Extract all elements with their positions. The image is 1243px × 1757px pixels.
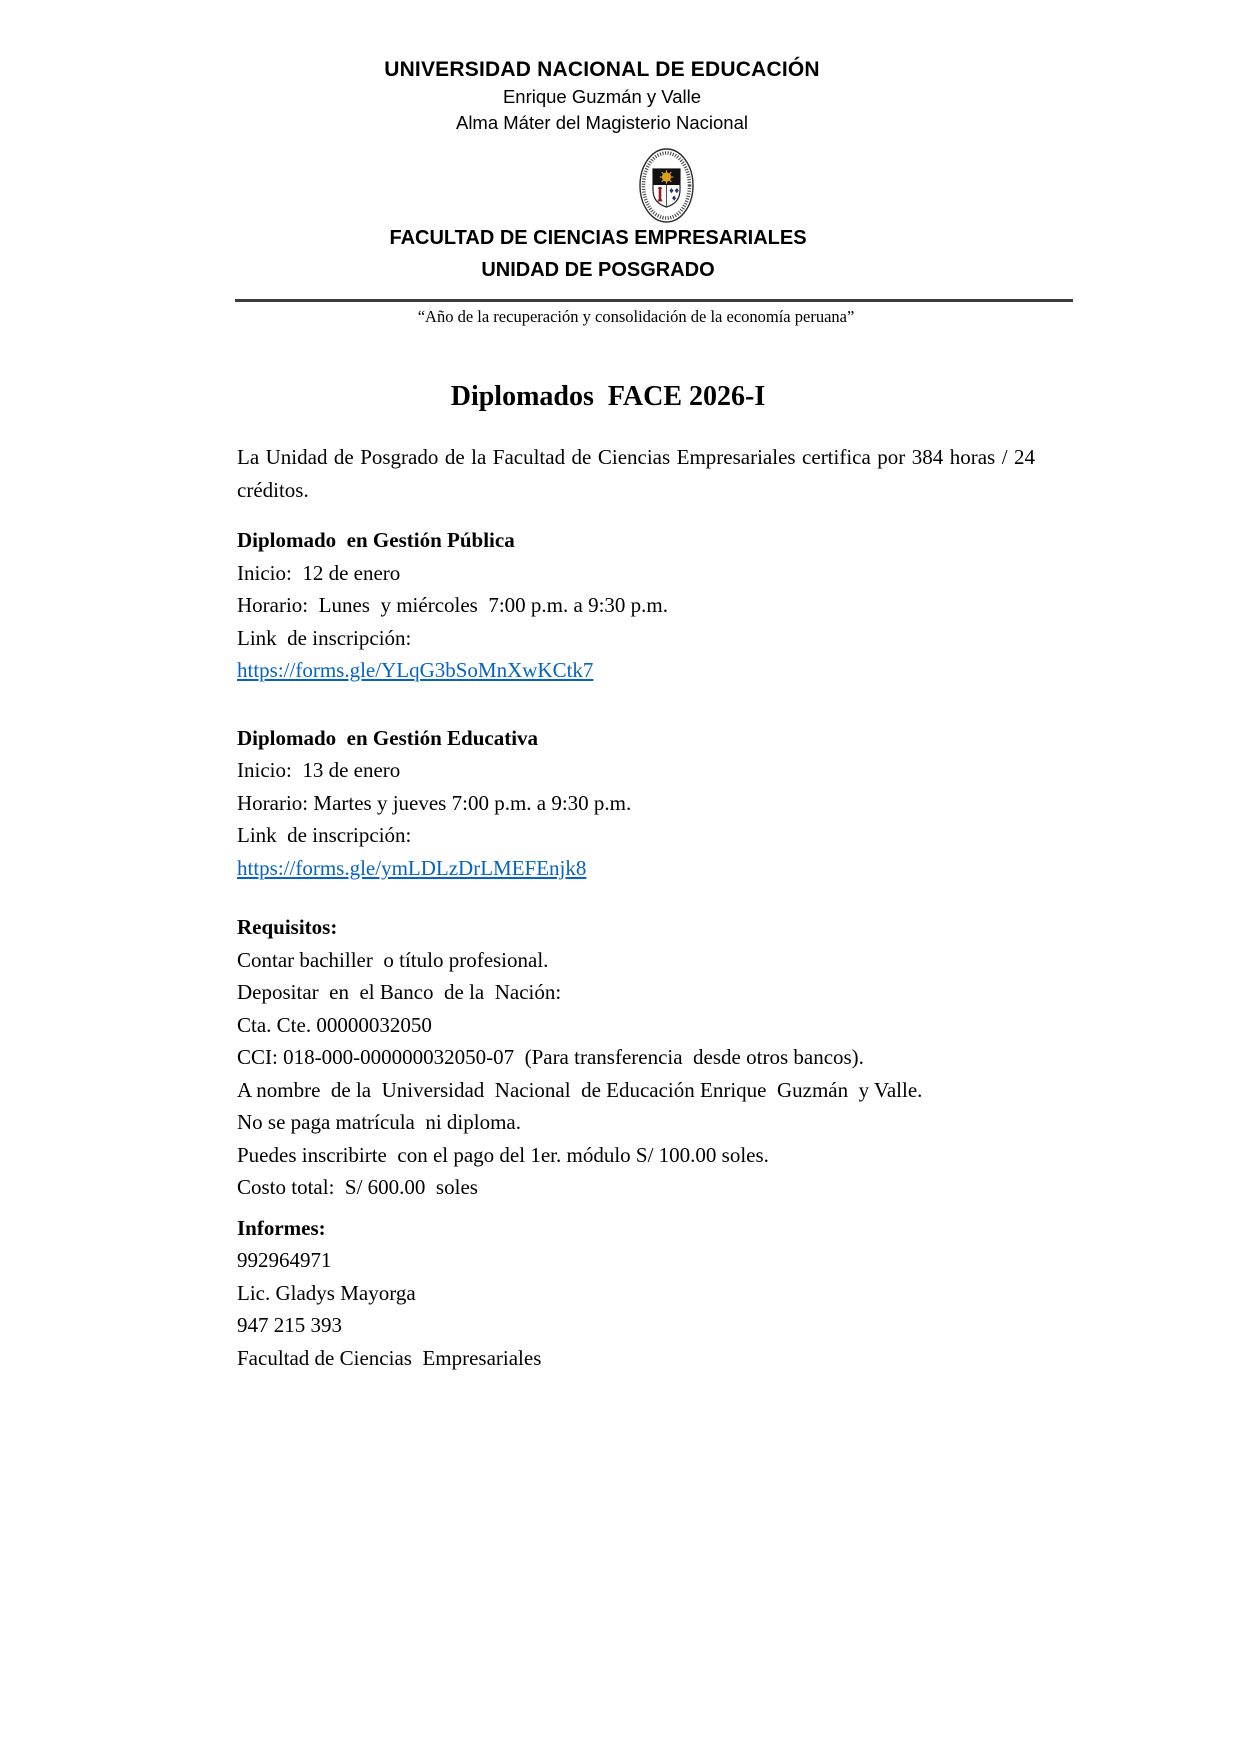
- contact-phone: 992964971: [237, 1248, 332, 1272]
- requirement-item: Costo total: S/ 600.00 soles: [237, 1175, 478, 1199]
- requirement-item: Contar bachiller o título profesional.: [237, 947, 549, 972]
- contact-phone: 947 215 393: [237, 1313, 342, 1337]
- program-link-label: Link de inscripción:: [237, 625, 412, 650]
- program-schedule: Horario: Martes y jueves 7:00 p.m. a 9:30 p.m.: [237, 790, 632, 815]
- requirement-item: Cta. Cte. 00000032050: [237, 1012, 432, 1037]
- requirement-item: CCI: 018-000-000000032050-07 (Para transferencia desde otros bancos).: [237, 1045, 864, 1069]
- requirements-heading: Requisitos:: [237, 915, 338, 939]
- program-link-line: [237, 852, 1035, 885]
- university-seal-icon: [639, 148, 694, 223]
- inscription-link-gestion-publica[interactable]: https://forms.gle/YLqG3bSoMnXwKCtk7: [237, 658, 594, 682]
- unit-name: UNIDAD DE POSGRADO: [481, 259, 715, 281]
- contact-person: Lic. Gladys Mayorga: [237, 1280, 416, 1305]
- header-divider-rule: [235, 299, 1073, 302]
- contact-heading: Informes:: [237, 1215, 326, 1240]
- contact-section: [237, 1212, 1035, 1375]
- program-title: Diplomado en Gestión Educativa: [237, 725, 539, 750]
- program-title: Diplomado en Gestión Pública: [237, 528, 515, 552]
- program-schedule: Horario: Lunes y miércoles 7:00 p.m. a 9:30 p.m.: [237, 593, 669, 617]
- year-quote: “Año de la recuperación y consolidación de la economía peruana”: [417, 307, 855, 326]
- program-link-label: Link de inscripción:: [237, 823, 412, 847]
- university-motto: Alma Máter del Magisterio Nacional: [455, 112, 748, 133]
- requirement-item: Depositar en el Banco de la Nación:: [237, 980, 562, 1004]
- contact-faculty: Facultad de Ciencias Empresariales: [237, 1345, 542, 1370]
- inscription-link-gestion-educativa[interactable]: https://forms.gle/ymLDLzDrLMEFEnjk8: [237, 855, 587, 880]
- intro-paragraph: La Unidad de Posgrado de la Facultad de Ciencias Empresariales certifica por 384 horas / 24 créditos.: [237, 445, 1035, 502]
- page-title: Diplomados FACE 2026-I: [450, 381, 766, 412]
- letterhead: [203, 58, 1001, 134]
- requirement-item: Puedes inscribirte con el pago del 1er. módulo S/ 100.00 soles.: [237, 1142, 769, 1167]
- program-link-line: [237, 654, 1035, 687]
- university-subtitle: Enrique Guzmán y Valle: [502, 86, 702, 107]
- program-start-date: Inicio: 13 de enero: [237, 758, 401, 782]
- requirements-section: [237, 911, 1035, 1204]
- requirement-item: No se paga matrícula ni diploma.: [237, 1110, 522, 1134]
- faculty-header: [199, 227, 997, 282]
- faculty-name: FACULTAD DE CIENCIAS EMPRESARIALES: [389, 227, 807, 249]
- document-body: [237, 441, 1035, 1374]
- requirement-item: A nombre de la Universidad Nacional de Educación Enrique Guzmán y Valle.: [237, 1077, 923, 1102]
- university-name: UNIVERSIDAD NACIONAL DE EDUCACIÓN: [384, 58, 820, 81]
- program-start-date: Inicio: 12 de enero: [237, 560, 401, 585]
- program-gestion-publica: [237, 524, 1035, 687]
- program-gestion-educativa: [237, 722, 1035, 885]
